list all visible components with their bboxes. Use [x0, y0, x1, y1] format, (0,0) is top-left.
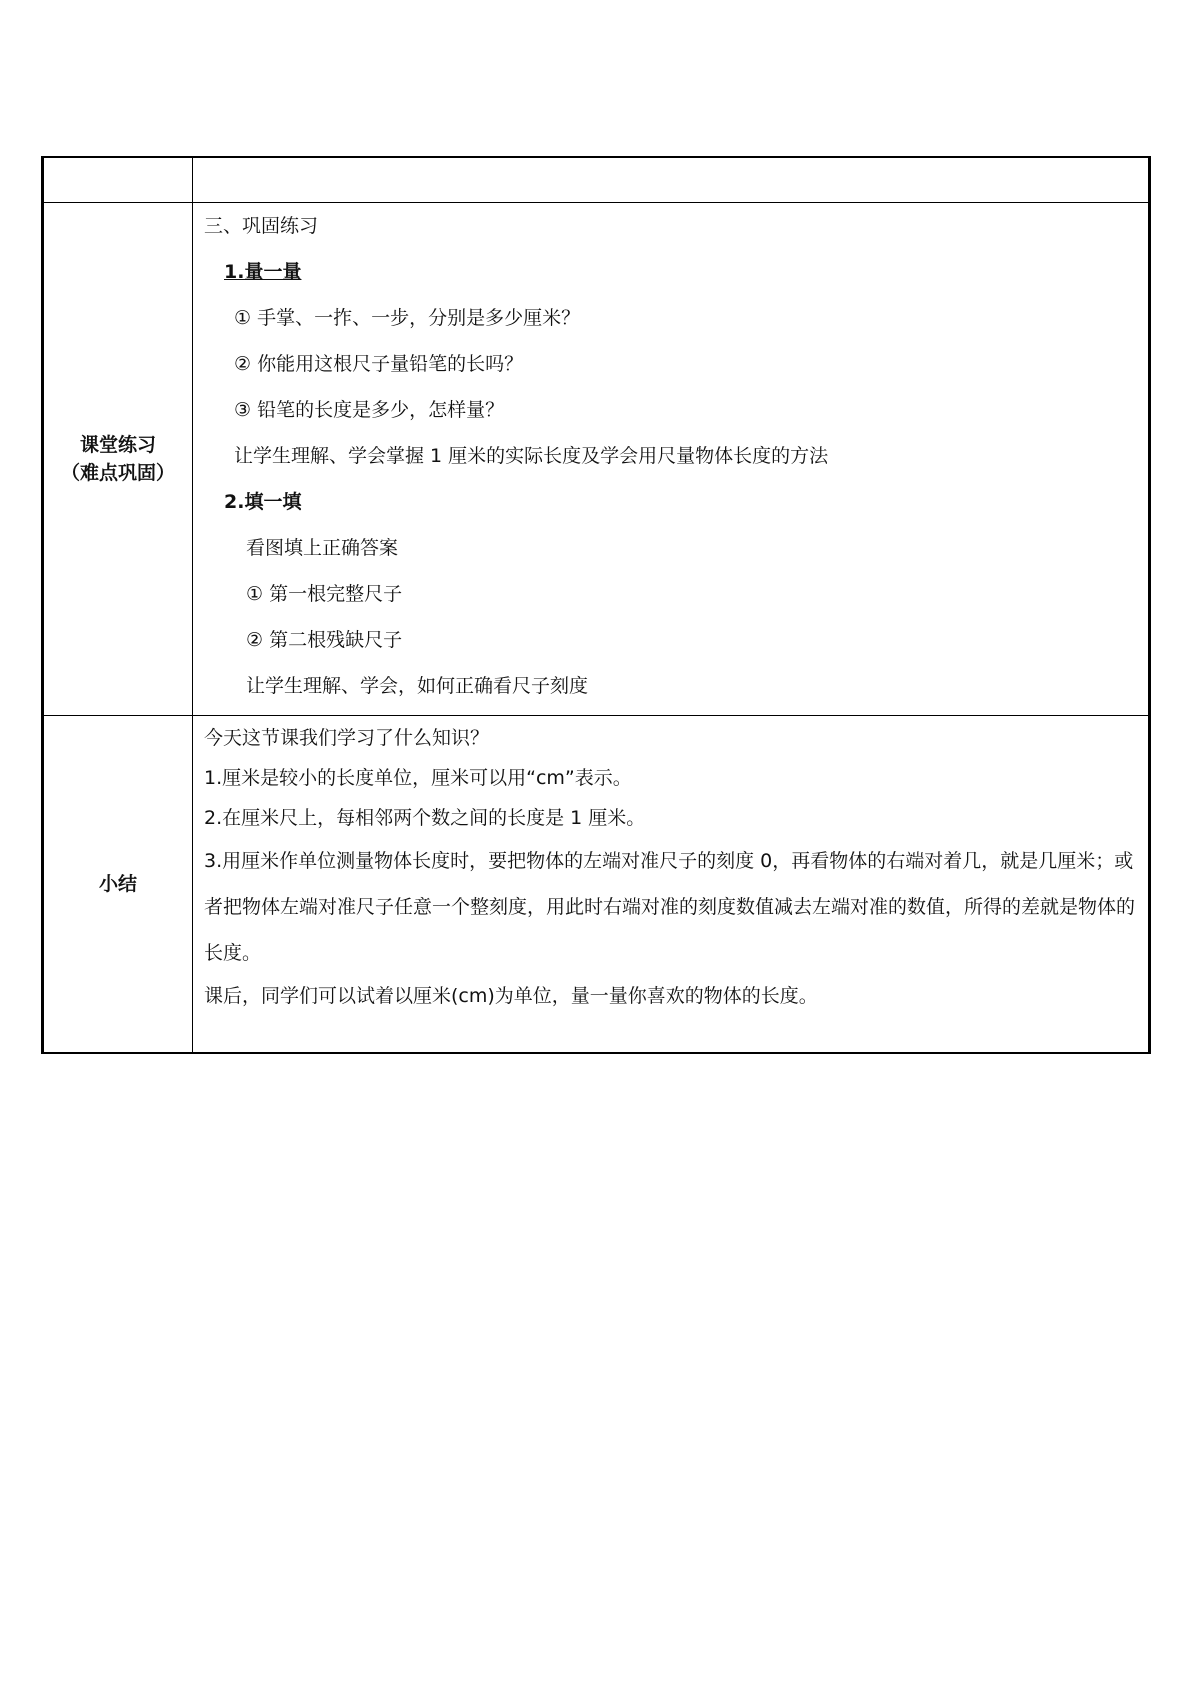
summary-content-cell	[193, 716, 1150, 1054]
practice-item-1-heading: 1.量一量	[224, 261, 302, 283]
table-row-summary	[43, 716, 1150, 1054]
practice-label-cell	[43, 203, 193, 716]
summary-label: 小结	[98, 873, 137, 895]
practice-item-2-q2: ② 第二根残缺尺子	[246, 629, 403, 651]
lesson-plan-table	[41, 156, 1151, 1054]
summary-homework: 课后，同学们可以试着以厘米(cm)为单位，量一量你喜欢的物体的长度。	[204, 985, 818, 1007]
summary-point-1: 1.厘米是较小的长度单位，厘米可以用“cm”表示。	[204, 767, 632, 789]
summary-question: 今天这节课我们学习了什么知识？	[204, 727, 490, 749]
summary-point-3: 3.用厘米作单位测量物体长度时，要把物体的左端对准尺子的刻度 0，再看物体的右端对着几，就是几厘米；或者把物体左端对准尺子任意一个整刻度，用此时右端对准的刻度数值减去左端对准的数值，所得的差就是物体的长度。	[204, 850, 1136, 964]
summary-point-2: 2.在厘米尺上，每相邻两个数之间的长度是 1 厘米。	[204, 807, 646, 829]
practice-item-1-q1: ① 手掌、一拃、一步，分别是多少厘米？	[234, 307, 581, 329]
practice-section-heading: 三、巩固练习	[204, 215, 319, 237]
practice-item-1-q3: ③ 铅笔的长度是多少，怎样量？	[234, 399, 505, 421]
practice-item-1-q2: ② 你能用这根尺子量铅笔的长吗？	[234, 353, 524, 375]
practice-content-cell	[193, 203, 1150, 716]
practice-item-2-q1: ① 第一根完整尺子	[246, 583, 403, 605]
summary-label-cell	[43, 716, 193, 1054]
empty-content-cell	[193, 157, 1150, 203]
practice-item-2-heading: 2.填一填	[224, 491, 302, 513]
practice-item-1-goal: 让学生理解、学会掌握 1 厘米的实际长度及学会用尺量物体长度的方法	[234, 445, 829, 467]
practice-item-2-goal: 让学生理解、学会，如何正确看尺子刻度	[246, 675, 589, 697]
table-row-practice	[43, 203, 1150, 716]
practice-label-title: 课堂练习	[79, 434, 156, 456]
practice-label-subtitle: （难点巩固）	[60, 462, 175, 484]
practice-item-2-instruction: 看图填上正确答案	[246, 537, 399, 559]
table-row-empty	[43, 157, 1150, 203]
empty-label-cell	[43, 157, 193, 203]
